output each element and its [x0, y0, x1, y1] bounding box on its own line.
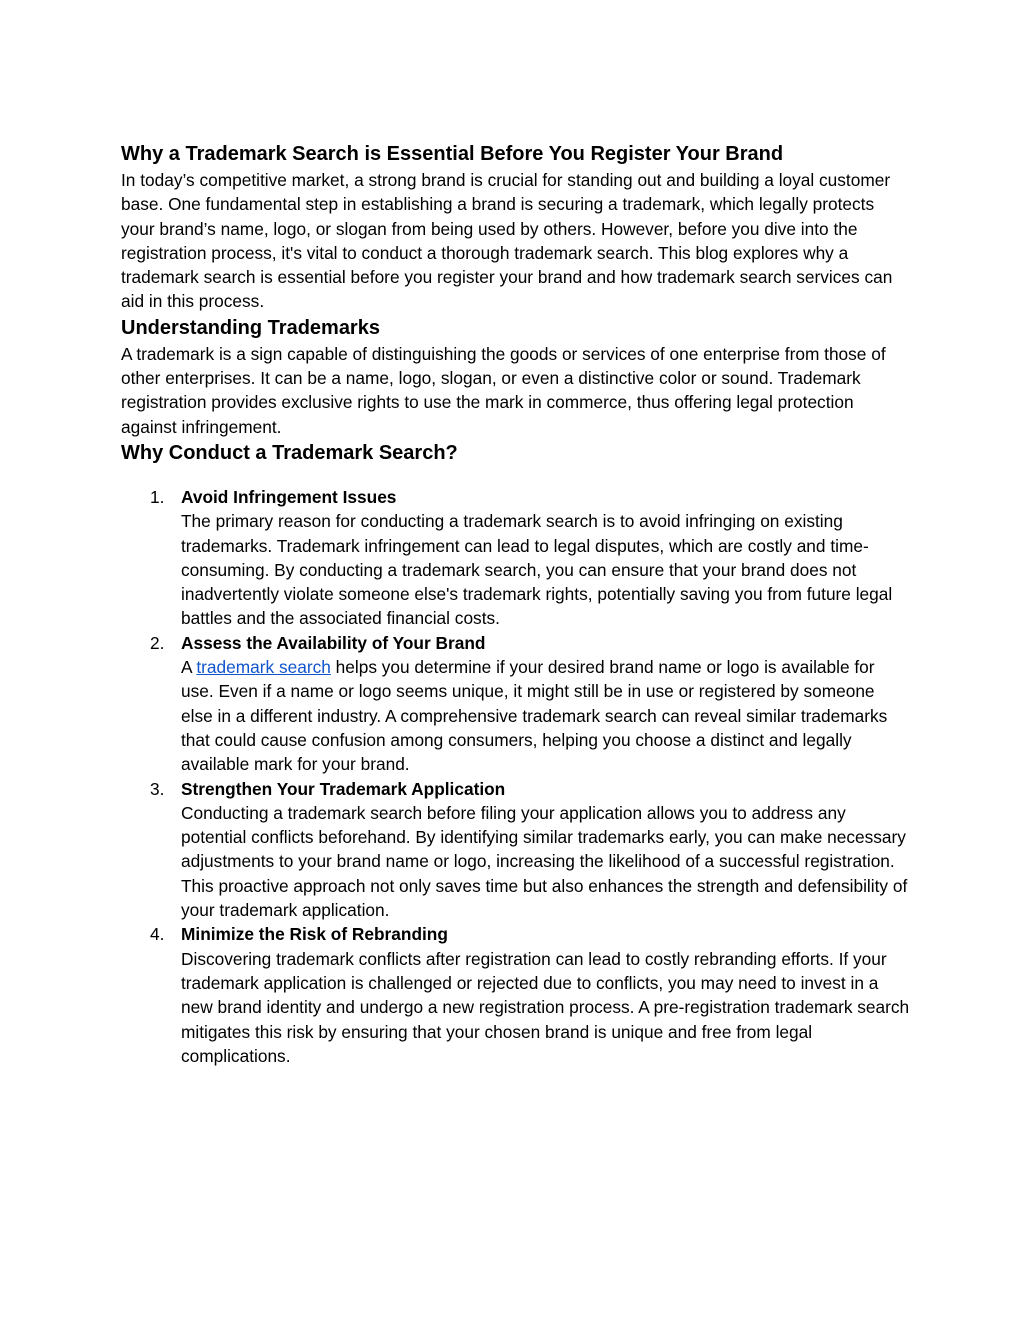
list-item-text: Conducting a trademark search before filing your application allows you to address any potential conflicts beforehand. By identifying similar trademarks early, you can make necessary adjustments to your brand name or logo, increasing the likelihood of a successful registration. This proactive approach not only saves time but also enhances the strength and defensibility of your trademark application.: [181, 802, 908, 921]
section-heading-why-conduct-search: Why Conduct a Trademark Search?: [121, 441, 458, 464]
list-item-title: Minimize the Risk of Rebranding: [181, 924, 448, 945]
section-heading-understanding-trademarks: Understanding Trademarks: [121, 316, 380, 339]
intro-paragraph: In today’s competitive market, a strong brand is crucial for standing out and building a loyal customer base. One fundamental step in establishing a brand is securing a trademark, which legally protects your brand’s name, logo, or slogan from being used by others. However, before you dive into the registration process, it's vital to conduct a thorough trademark search. This blog explores why a trademark search is essential before you register your brand and how trademark search services can aid in this process.: [121, 170, 893, 312]
list-item-number: 3.: [150, 778, 165, 799]
list-item: [121, 777, 911, 923]
trademark-search-link[interactable]: trademark search: [196, 657, 331, 678]
document-page: [121, 140, 911, 1068]
list-item-number: 2.: [150, 632, 165, 653]
list-item: [121, 631, 911, 777]
list-item-title: Avoid Infringement Issues: [181, 486, 397, 507]
list-item-text: Discovering trademark conflicts after registration can lead to costly rebranding efforts. If your trademark application is challenged or rejected due to conflicts, you may need to invest in a new brand identity and undergo a new registration process. A pre-registration trademark search mitigates this risk by ensuring that your chosen brand is unique and free from legal complications.: [181, 948, 910, 1066]
reasons-list: [121, 485, 911, 1068]
list-item-text-before-link: A: [181, 657, 197, 678]
list-item-text: The primary reason for conducting a trademark search is to avoid infringing on existing trademarks. Trademark infringement can lead to legal disputes, which are costly and time-consuming. By conducting a trademark search, you can ensure that your brand does not inadvertently violate someone else's trademark rights, potentially saving you from future legal battles and the associated financial costs.: [181, 511, 893, 629]
list-item-number: 1.: [150, 486, 165, 507]
list-item-title: Assess the Availability of Your Brand: [181, 632, 486, 653]
list-item-title: Strengthen Your Trademark Application: [181, 778, 506, 799]
document-title: Why a Trademark Search is Essential Before You Register Your Brand: [121, 143, 784, 165]
list-item: [121, 485, 911, 631]
list-item: [121, 922, 911, 1068]
understanding-trademarks-paragraph: A trademark is a sign capable of distinguishing the goods or services of one enterprise from those of other enterprises. It can be a name, logo, slogan, or even a distinctive color or sound. Trademark registration provides exclusive rights to use the mark in commerce, thus offering legal protection against infringement.: [121, 343, 886, 437]
list-item-text-after-link: helps you determine if your desired brand name or logo is available for use. Even if a name or logo seems unique, it might still be in use or registered by someone else in a different industry. A comprehensive trademark search can reveal similar trademarks that could cause confusion among consumers, helping you choose a distinct and legally available mark for your brand.: [181, 657, 888, 775]
list-item-number: 4.: [150, 924, 165, 945]
